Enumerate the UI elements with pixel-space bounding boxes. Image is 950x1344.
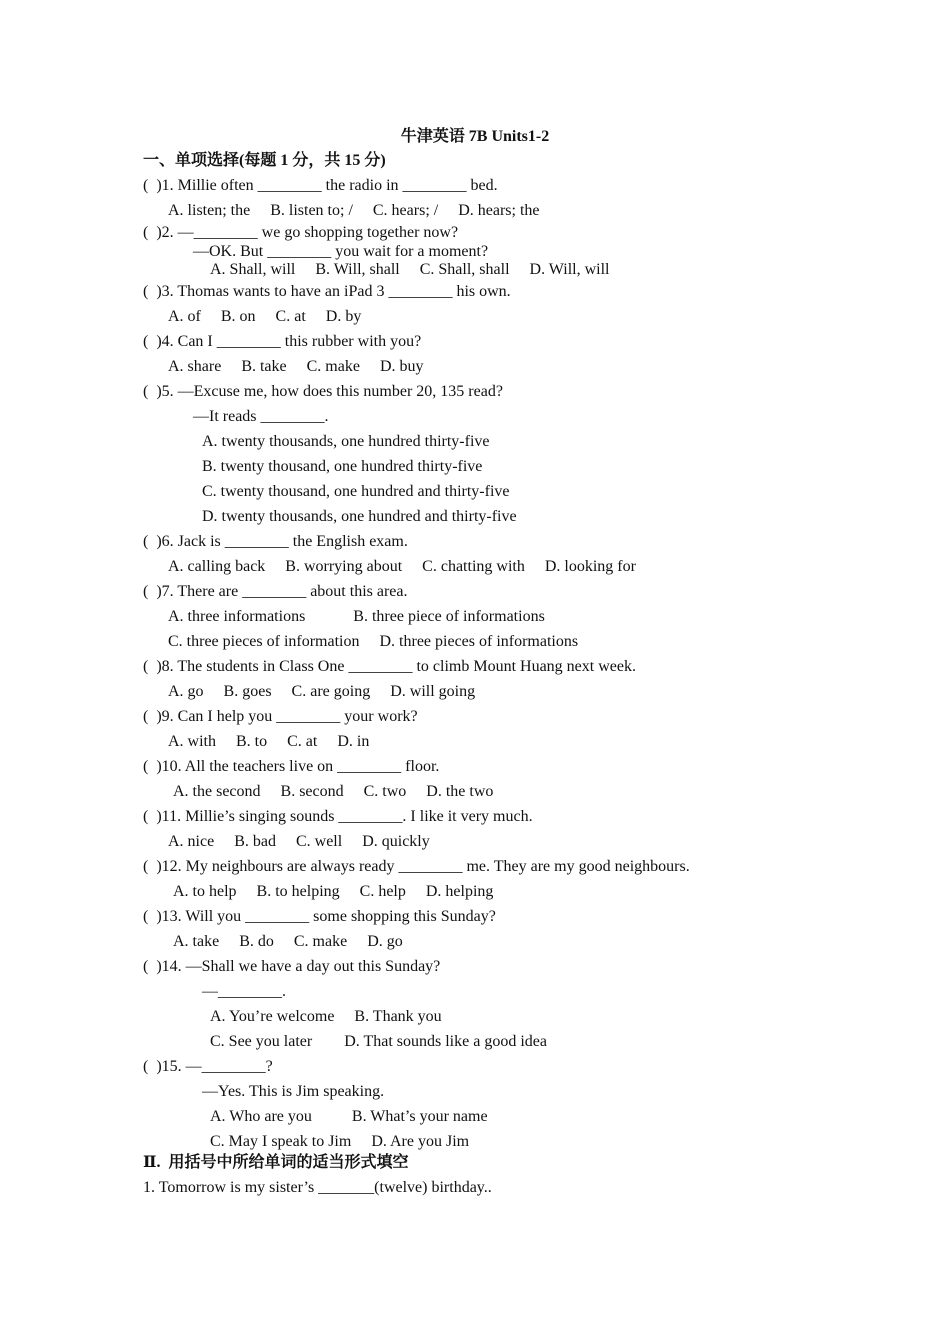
answer-option-line: C. May I speak to Jim D. Are you Jim	[210, 1133, 470, 1150]
section-heading-multiple-choice: 一、单项选择(每题 1 分，共 15 分)	[143, 152, 386, 169]
answer-option-line: A. Who are you B. What’s your name	[210, 1108, 488, 1125]
question-stem: ( )3. Thomas wants to have an iPad 3 ________ his own.	[143, 283, 511, 300]
answer-option-line: C. three pieces of information D. three pieces of informations	[168, 633, 579, 650]
answer-option-line: A. nice B. bad C. well D. quickly	[168, 833, 430, 850]
question-stem: ( )2. —________ we go shopping together now?	[143, 224, 459, 241]
question-stem: ( )4. Can I ________ this rubber with you?	[143, 333, 422, 350]
answer-option-line: —OK. But ________ you wait for a moment?	[193, 243, 489, 260]
answer-option-line: A. three informations B. three piece of informations	[168, 608, 545, 625]
answer-option-line: —________.	[202, 983, 286, 1000]
answer-option-line: A. take B. do C. make D. go	[173, 933, 403, 950]
answer-option-line: A. calling back B. worrying about C. chatting with D. looking for	[168, 558, 636, 575]
question-stem: ( )6. Jack is ________ the English exam.	[143, 533, 408, 550]
question-stem: ( )13. Will you ________ some shopping this Sunday?	[143, 908, 496, 925]
answer-option-line: A. listen; the B. listen to; / C. hears; / D. hears; the	[168, 202, 540, 219]
question-stem: ( )15. —________?	[143, 1058, 273, 1075]
question-stem: ( )10. All the teachers live on ________ floor.	[143, 758, 440, 775]
answer-option-line: A. twenty thousands, one hundred thirty-five	[202, 433, 490, 450]
fill-blank-question-1: 1. Tomorrow is my sister’s _______(twelve) birthday..	[143, 1179, 492, 1196]
question-stem: ( )7. There are ________ about this area.	[143, 583, 408, 600]
answer-option-line: A. share B. take C. make D. buy	[168, 358, 424, 375]
answer-option-line: —It reads ________.	[193, 408, 329, 425]
question-stem: ( )14. —Shall we have a day out this Sunday?	[143, 958, 441, 975]
answer-option-line: A. of B. on C. at D. by	[168, 308, 362, 325]
question-stem: ( )11. Millie’s singing sounds ________. I like it very much.	[143, 808, 533, 825]
answer-option-line: A. to help B. to helping C. help D. helping	[173, 883, 494, 900]
section-heading-fill-blank: Ⅱ. 用括号中所给单词的适当形式填空	[143, 1154, 409, 1171]
answer-option-line: A. Shall, will B. Will, shall C. Shall, shall D. Will, will	[210, 261, 610, 278]
question-stem: ( )8. The students in Class One ________ to climb Mount Huang next week.	[143, 658, 636, 675]
question-stem: ( )1. Millie often ________ the radio in ________ bed.	[143, 177, 498, 194]
page-title: 牛津英语 7B Units1-2	[400, 128, 550, 145]
answer-option-line: A. go B. goes C. are going D. will going	[168, 683, 476, 700]
question-stem: ( )5. —Excuse me, how does this number 20, 135 read?	[143, 383, 503, 400]
answer-option-line: A. with B. to C. at D. in	[168, 733, 370, 750]
answer-option-line: B. twenty thousand, one hundred thirty-five	[202, 458, 483, 475]
question-stem: ( )9. Can I help you ________ your work?	[143, 708, 418, 725]
answer-option-line: —Yes. This is Jim speaking.	[202, 1083, 385, 1100]
question-stem: ( )12. My neighbours are always ready ________ me. They are my good neighbours.	[143, 858, 690, 875]
answer-option-line: D. twenty thousands, one hundred and thirty-five	[202, 508, 517, 525]
answer-option-line: C. See you later D. That sounds like a good idea	[210, 1033, 547, 1050]
answer-option-line: A. the second B. second C. two D. the two	[173, 783, 494, 800]
answer-option-line: A. You’re welcome B. Thank you	[210, 1008, 442, 1025]
answer-option-line: C. twenty thousand, one hundred and thirty-five	[202, 483, 510, 500]
